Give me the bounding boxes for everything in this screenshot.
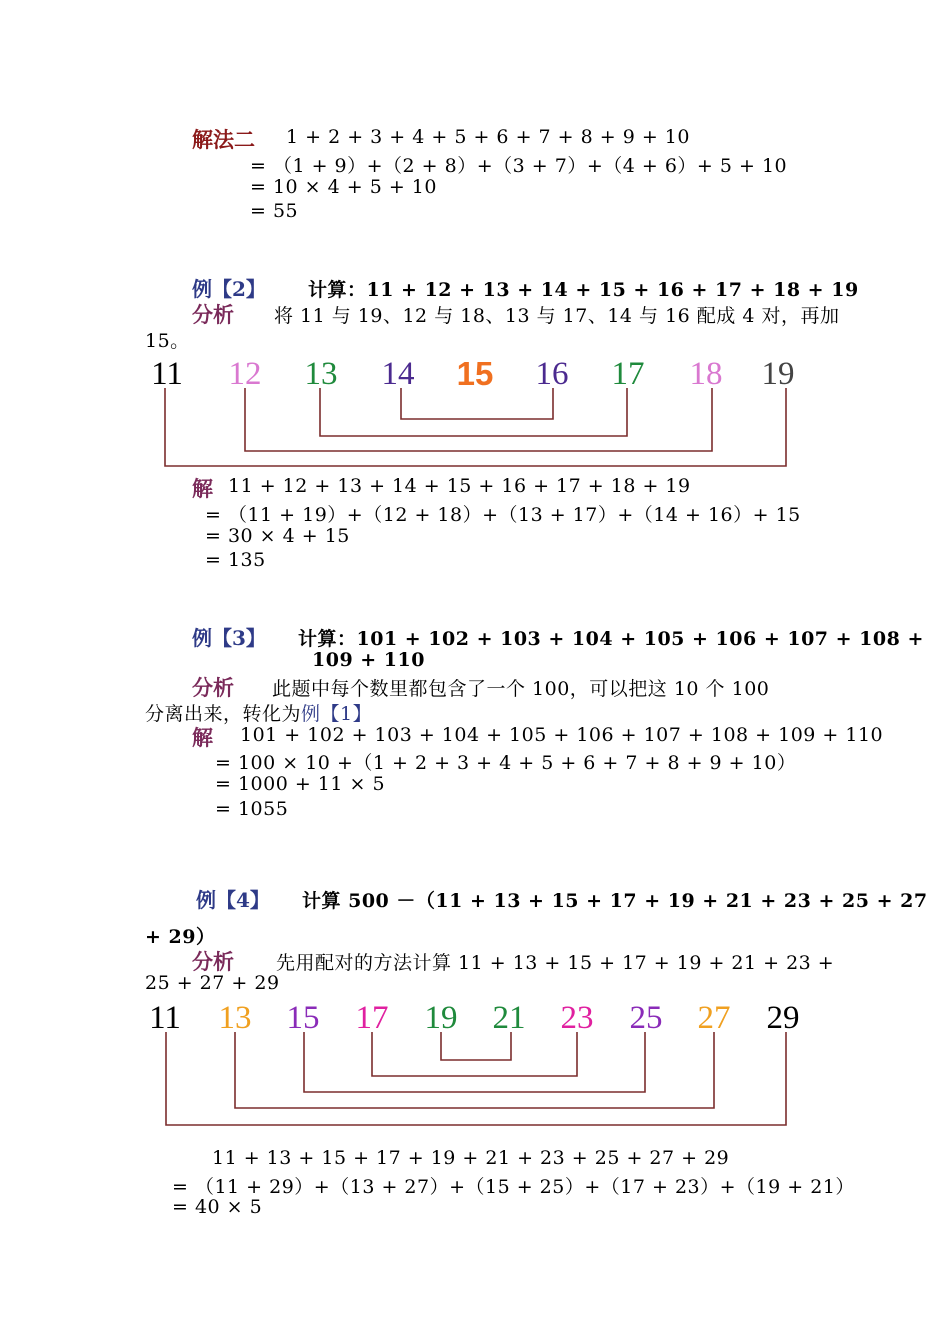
example-3-label: 例【3】 — [192, 626, 266, 650]
example-3-solve-label: 解 — [192, 725, 213, 750]
number-29: 29 — [766, 1000, 800, 1036]
example-2-solve-1: 11 + 12 + 13 + 14 + 15 + 16 + 17 + 18 + 19 — [228, 475, 691, 497]
bracket-13-27 — [235, 1032, 714, 1108]
example-2-solve-3: = 30 × 4 + 15 — [205, 525, 350, 547]
example-2-calc: 计算：11 + 12 + 13 + 14 + 15 + 16 + 17 + 18 + 19 — [308, 279, 859, 301]
number-13: 13 — [304, 356, 338, 392]
example-2-analysis-1: 将 11 与 19、12 与 18、13 与 17、14 与 16 配成 4 对，再加 — [274, 305, 840, 327]
number-14: 14 — [381, 356, 415, 392]
bracket-11-29 — [166, 1032, 786, 1125]
example-3-calc-2: 109 + 110 — [312, 649, 425, 671]
number-18: 18 — [689, 356, 723, 392]
example-3-analysis-label: 分析 — [192, 675, 234, 700]
bracket-15-25 — [304, 1032, 645, 1092]
number-15: 15 — [456, 355, 494, 392]
example-2-solve-label: 解 — [192, 476, 213, 501]
example-2-label: 例【2】 — [192, 277, 266, 301]
number-27: 27 — [697, 1000, 731, 1036]
number-13: 13 — [218, 1000, 252, 1036]
example-4-solve-1: 11 + 13 + 15 + 17 + 19 + 21 + 23 + 25 + 27 + 29 — [212, 1147, 730, 1169]
example-3-solve-1: 101 + 102 + 103 + 104 + 105 + 106 + 107 + 108 + 109 + 110 — [240, 724, 884, 746]
example-2-analysis-label: 分析 — [192, 302, 234, 327]
example-3-solve-3: = 1000 + 11 × 5 — [215, 773, 386, 795]
example-4-label: 例【4】 — [196, 888, 270, 912]
number-17: 17 — [611, 356, 645, 392]
number-15: 15 — [286, 1000, 320, 1036]
solution-two-line-2: = （1 + 9）+（2 + 8）+（3 + 7）+（4 + 6）+ 5 + 10 — [250, 155, 788, 177]
number-17: 17 — [355, 1000, 389, 1036]
example-3-analysis-2: 分离出来，转化为例【1】 — [145, 703, 373, 725]
number-23: 23 — [560, 1000, 594, 1036]
example-4-analysis-label: 分析 — [192, 949, 234, 974]
example-2-solve-4: = 135 — [205, 549, 266, 571]
example-3-solve-2: = 100 × 10 +（1 + 2 + 3 + 4 + 5 + 6 + 7 + 8 + 9 + 10） — [215, 752, 797, 774]
example-4-analysis-1: 先用配对的方法计算 11 + 13 + 15 + 17 + 19 + 21 + 23 + — [276, 952, 835, 974]
example-4-calc-1: 计算 500 －（11 + 13 + 15 + 17 + 19 + 21 + 23 + 25 + 27 — [302, 890, 928, 912]
number-21: 21 — [492, 1000, 526, 1036]
example-4-analysis-2: 25 + 27 + 29 — [145, 972, 280, 994]
example-1-reference: 例【1】 — [301, 703, 373, 725]
example-2-solve-2: = （11 + 19）+（12 + 18）+（13 + 17）+（14 + 16）+ 15 — [205, 504, 801, 526]
solution-two-label: 解法二 — [192, 127, 255, 152]
number-11: 11 — [151, 356, 183, 392]
example-2-analysis-2: 15。 — [145, 330, 190, 352]
example-3-analysis-1: 此题中每个数里都包含了一个 100，可以把这 10 个 100 — [272, 678, 770, 700]
solution-two-line-4: = 55 — [250, 200, 299, 222]
example-3-solve-4: = 1055 — [215, 798, 289, 820]
example-4-solve-2: = （11 + 29）+（13 + 27）+（15 + 25）+（17 + 23）+（19 + 21） — [172, 1176, 855, 1198]
bracket-19-21 — [441, 1032, 511, 1060]
number-19: 19 — [424, 1000, 458, 1036]
solution-two-line-3: = 10 × 4 + 5 + 10 — [250, 176, 437, 198]
example-4-calc-2: + 29） — [145, 926, 216, 948]
solution-two-line-1: 1 + 2 + 3 + 4 + 5 + 6 + 7 + 8 + 9 + 10 — [286, 126, 690, 148]
number-19: 19 — [761, 356, 795, 392]
example-3-calc-1: 计算：101 + 102 + 103 + 104 + 105 + 106 + 107 + 108 + — [298, 628, 924, 650]
number-25: 25 — [629, 1000, 663, 1036]
example-4-solve-3: = 40 × 5 — [172, 1196, 263, 1218]
number-11: 11 — [149, 1000, 181, 1036]
bracket-17-23 — [372, 1032, 577, 1076]
number-16: 16 — [535, 356, 569, 392]
number-12: 12 — [228, 356, 262, 392]
